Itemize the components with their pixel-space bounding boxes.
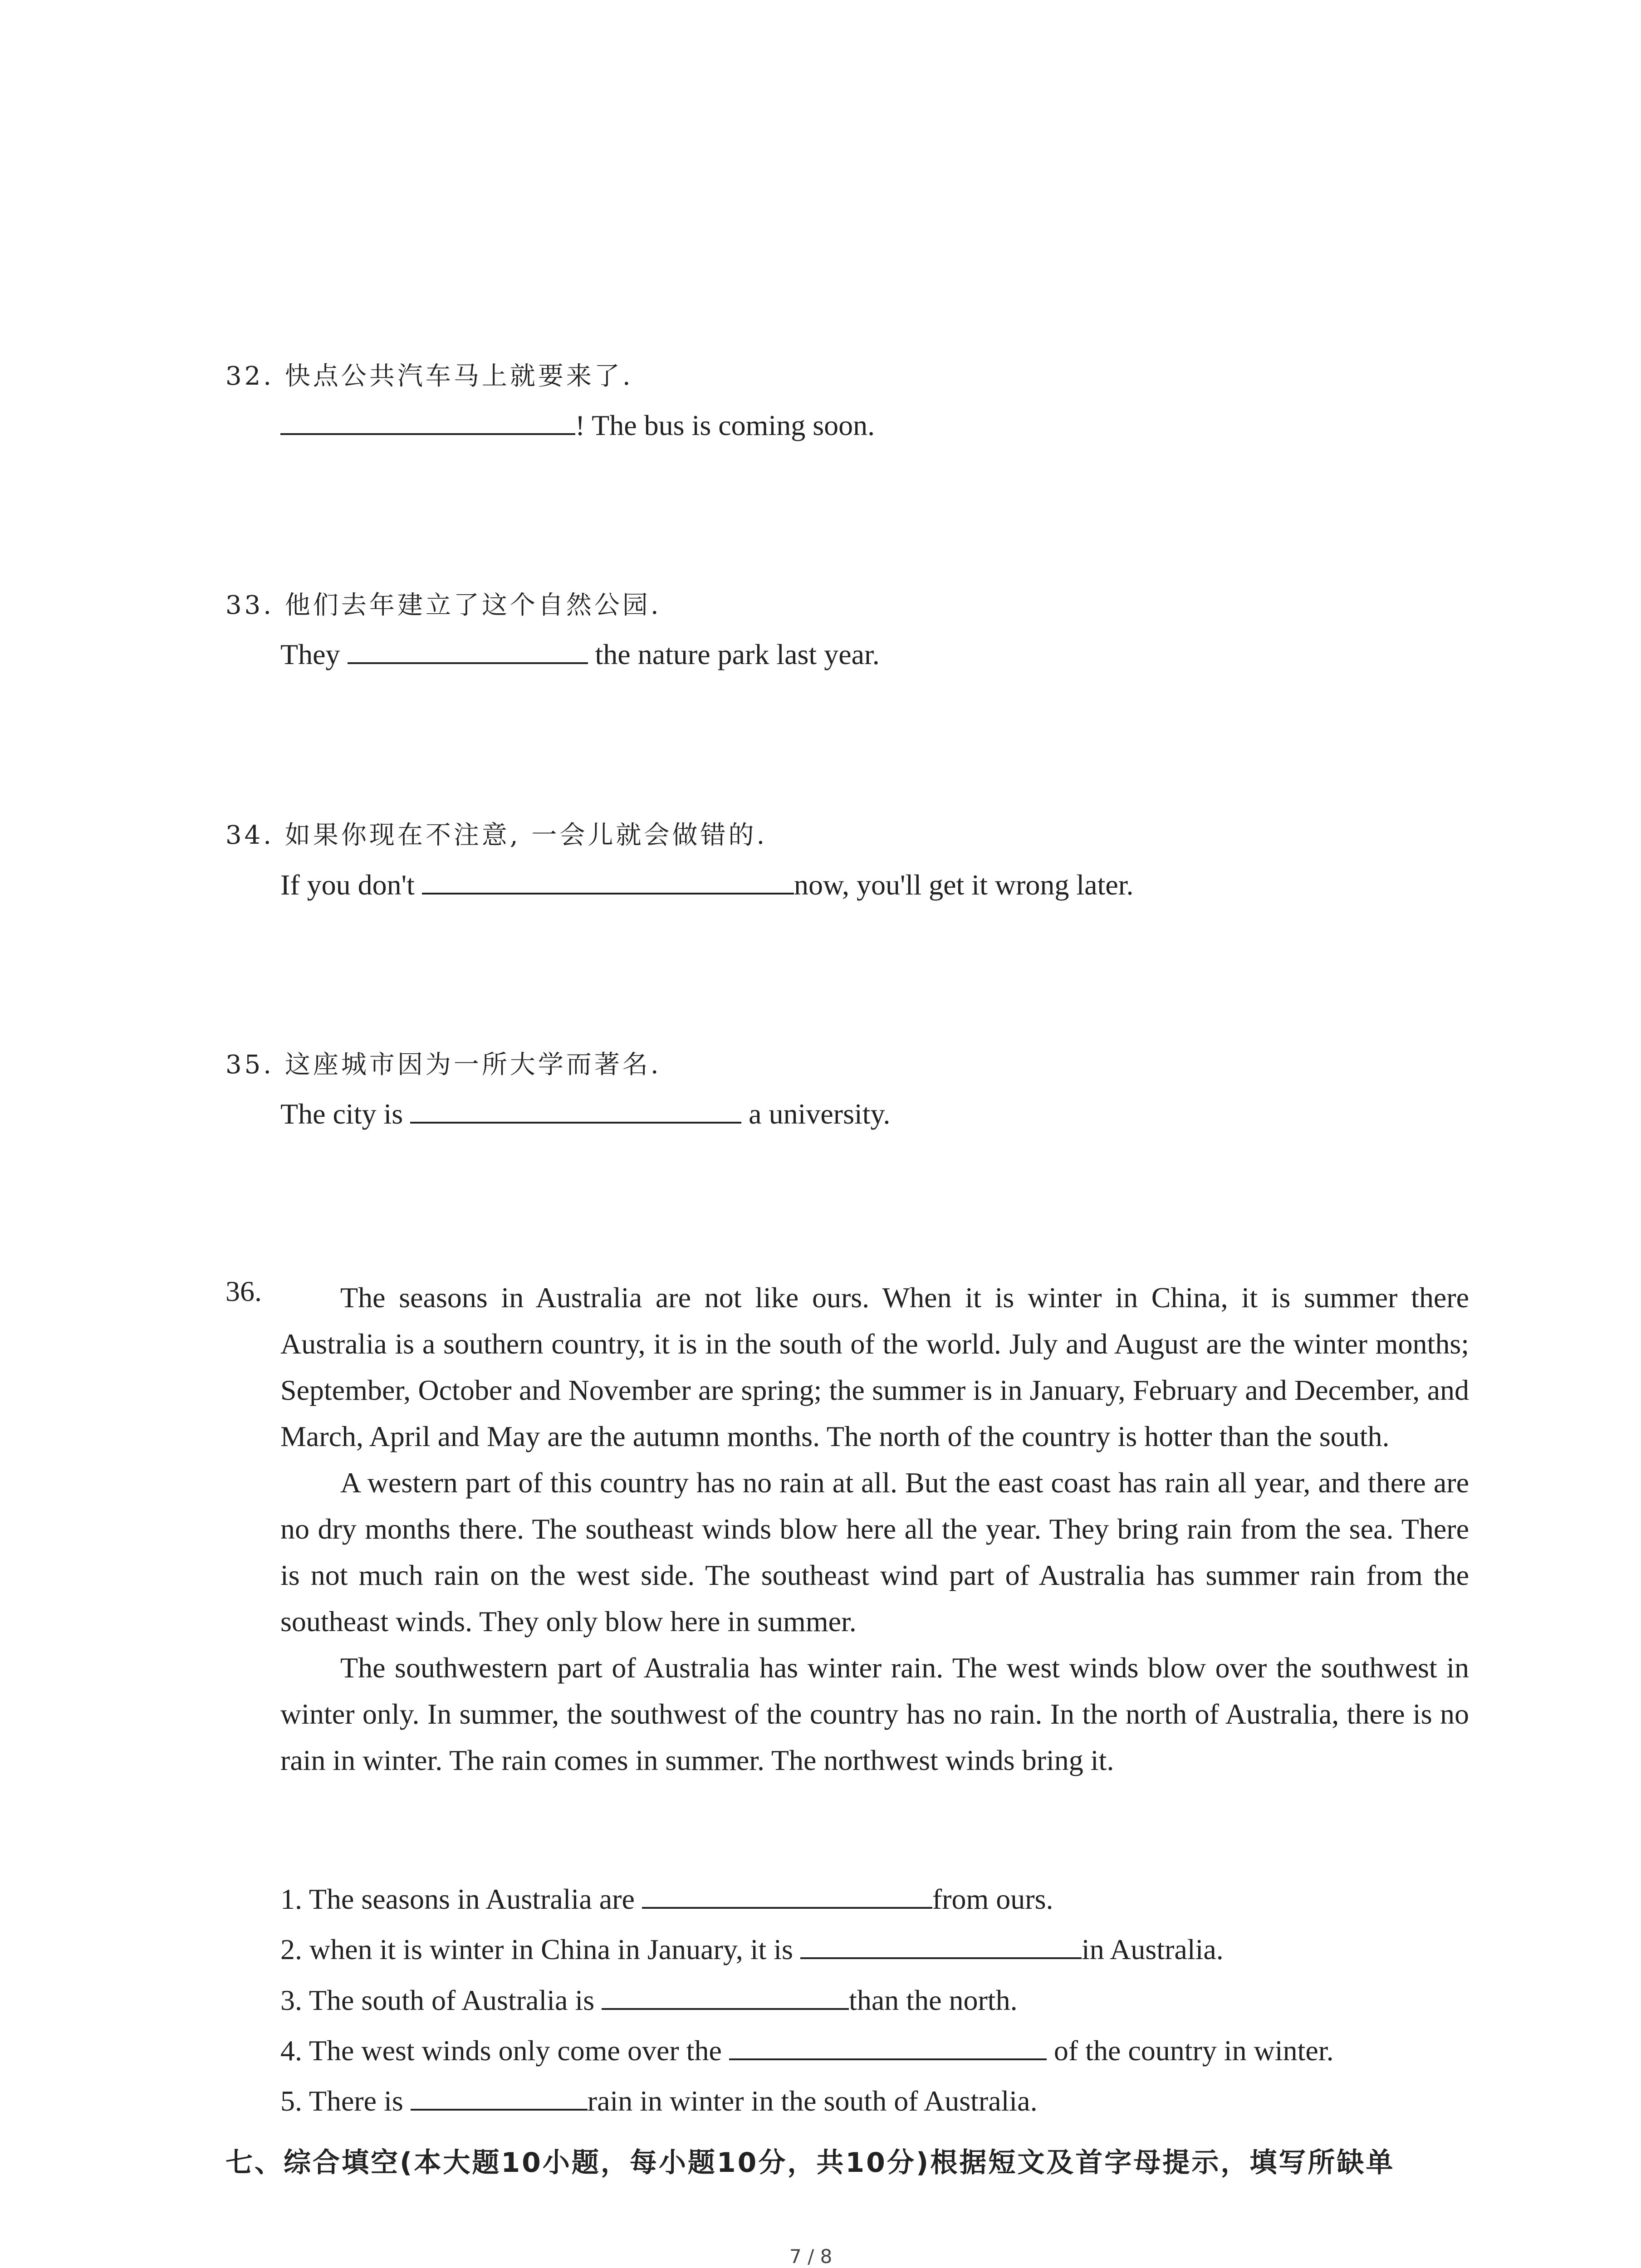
question-34-prompt (225, 815, 767, 851)
answer-text-before: If you don't (280, 869, 422, 901)
question-35-answer-line (280, 1094, 890, 1131)
answer-blank[interactable] (602, 1980, 849, 2010)
chinese-prompt: 快点公共汽车马上就要来了. (284, 362, 633, 391)
item-text-after: rain in winter in the south of Australia. (587, 2085, 1038, 2117)
reading-passage (280, 1275, 1469, 1784)
answer-text-after: a university. (741, 1098, 891, 1130)
passage-paragraph: A western part of this country has no rain at all. But the east coast has rain all year, and there are no dry months there. The southeast winds blow here all the year. They bring rain from the sea. There is not much rain on the west side. The southeast wind part of Australia has summer rain from the southeast winds. They only blow here in summer. (280, 1466, 1469, 1637)
answer-blank[interactable] (348, 634, 588, 664)
reading-item-5 (280, 2081, 1038, 2118)
question-number: 35. (225, 1050, 274, 1080)
answer-blank[interactable] (422, 865, 794, 894)
answer-blank[interactable] (642, 1879, 932, 1909)
question-32-prompt (225, 356, 633, 392)
question-35-prompt (225, 1045, 661, 1081)
reading-item-3 (280, 1980, 1018, 2017)
item-text-after: in Australia. (1081, 1933, 1224, 1965)
question-number: 33. (225, 591, 274, 620)
question-33-prompt (225, 585, 661, 621)
chinese-prompt: 他们去年建立了这个自然公园. (284, 591, 661, 620)
reading-item-4 (280, 2030, 1334, 2068)
page-number: 7 / 8 (789, 2245, 833, 2268)
question-number: 34. (225, 821, 274, 850)
passage-paragraph: The southwestern part of Australia has winter rain. The west winds blow over the southwest in winter only. In summer, the southwest of the country has no rain. In the north of Australia, there is no rain in winter. The rain comes in summer. The northwest winds bring it. (280, 1652, 1469, 1776)
answer-blank[interactable] (729, 2030, 1047, 2060)
section-heading: 七、综合填空(本大题10小题，每小题10分，共10分)根据短文及首字母提示，填写所缺单 (225, 2147, 1395, 2179)
reading-item-1 (280, 1879, 1053, 1916)
item-text-after: of the country in winter. (1046, 2034, 1334, 2067)
item-text-before: 4. The west winds only come over the (280, 2034, 729, 2067)
answer-text-before: They (280, 638, 348, 670)
answer-blank[interactable] (411, 2081, 588, 2111)
chinese-prompt: 如果你现在不注意, 一会儿就会做错的. (284, 821, 768, 850)
answer-text-after: now, you'll get it wrong later. (794, 869, 1134, 901)
question-34-answer-line (280, 865, 1134, 902)
question-32-answer-line (280, 405, 875, 442)
passage-paragraph: The seasons in Australia are not like ours. When it is winter in China, it is summer there Australia is a southern country, it is in the south of the world. July and August are the winter months; September, October and November are spring; the summer is in January, February and December, and March, April and May are the autumn months. The north of the country is hotter than the south. (280, 1281, 1469, 1452)
answer-blank[interactable] (280, 405, 575, 435)
item-text-before: 3. The south of Australia is (280, 1984, 602, 2016)
reading-question-number: 36. (225, 1275, 262, 1307)
item-text-before: 2. when it is winter in China in January, it is (280, 1933, 800, 1965)
question-33-answer-line (280, 634, 880, 671)
item-text-after: than the north. (849, 1984, 1018, 2016)
answer-text-before: The city is (280, 1098, 411, 1130)
answer-blank[interactable] (800, 1929, 1082, 1959)
answer-blank[interactable] (410, 1094, 741, 1124)
item-text-before: 5. There is (280, 2085, 411, 2117)
question-number: 32. (225, 362, 274, 391)
item-text-before: 1. The seasons in Australia are (280, 1883, 642, 1915)
chinese-prompt: 这座城市因为一所大学而著名. (284, 1050, 661, 1080)
answer-text-after: ! The bus is coming soon. (575, 409, 875, 441)
reading-item-2 (280, 1929, 1224, 1966)
item-text-after: from ours. (932, 1883, 1053, 1915)
answer-text-after: the nature park last year. (588, 638, 880, 670)
